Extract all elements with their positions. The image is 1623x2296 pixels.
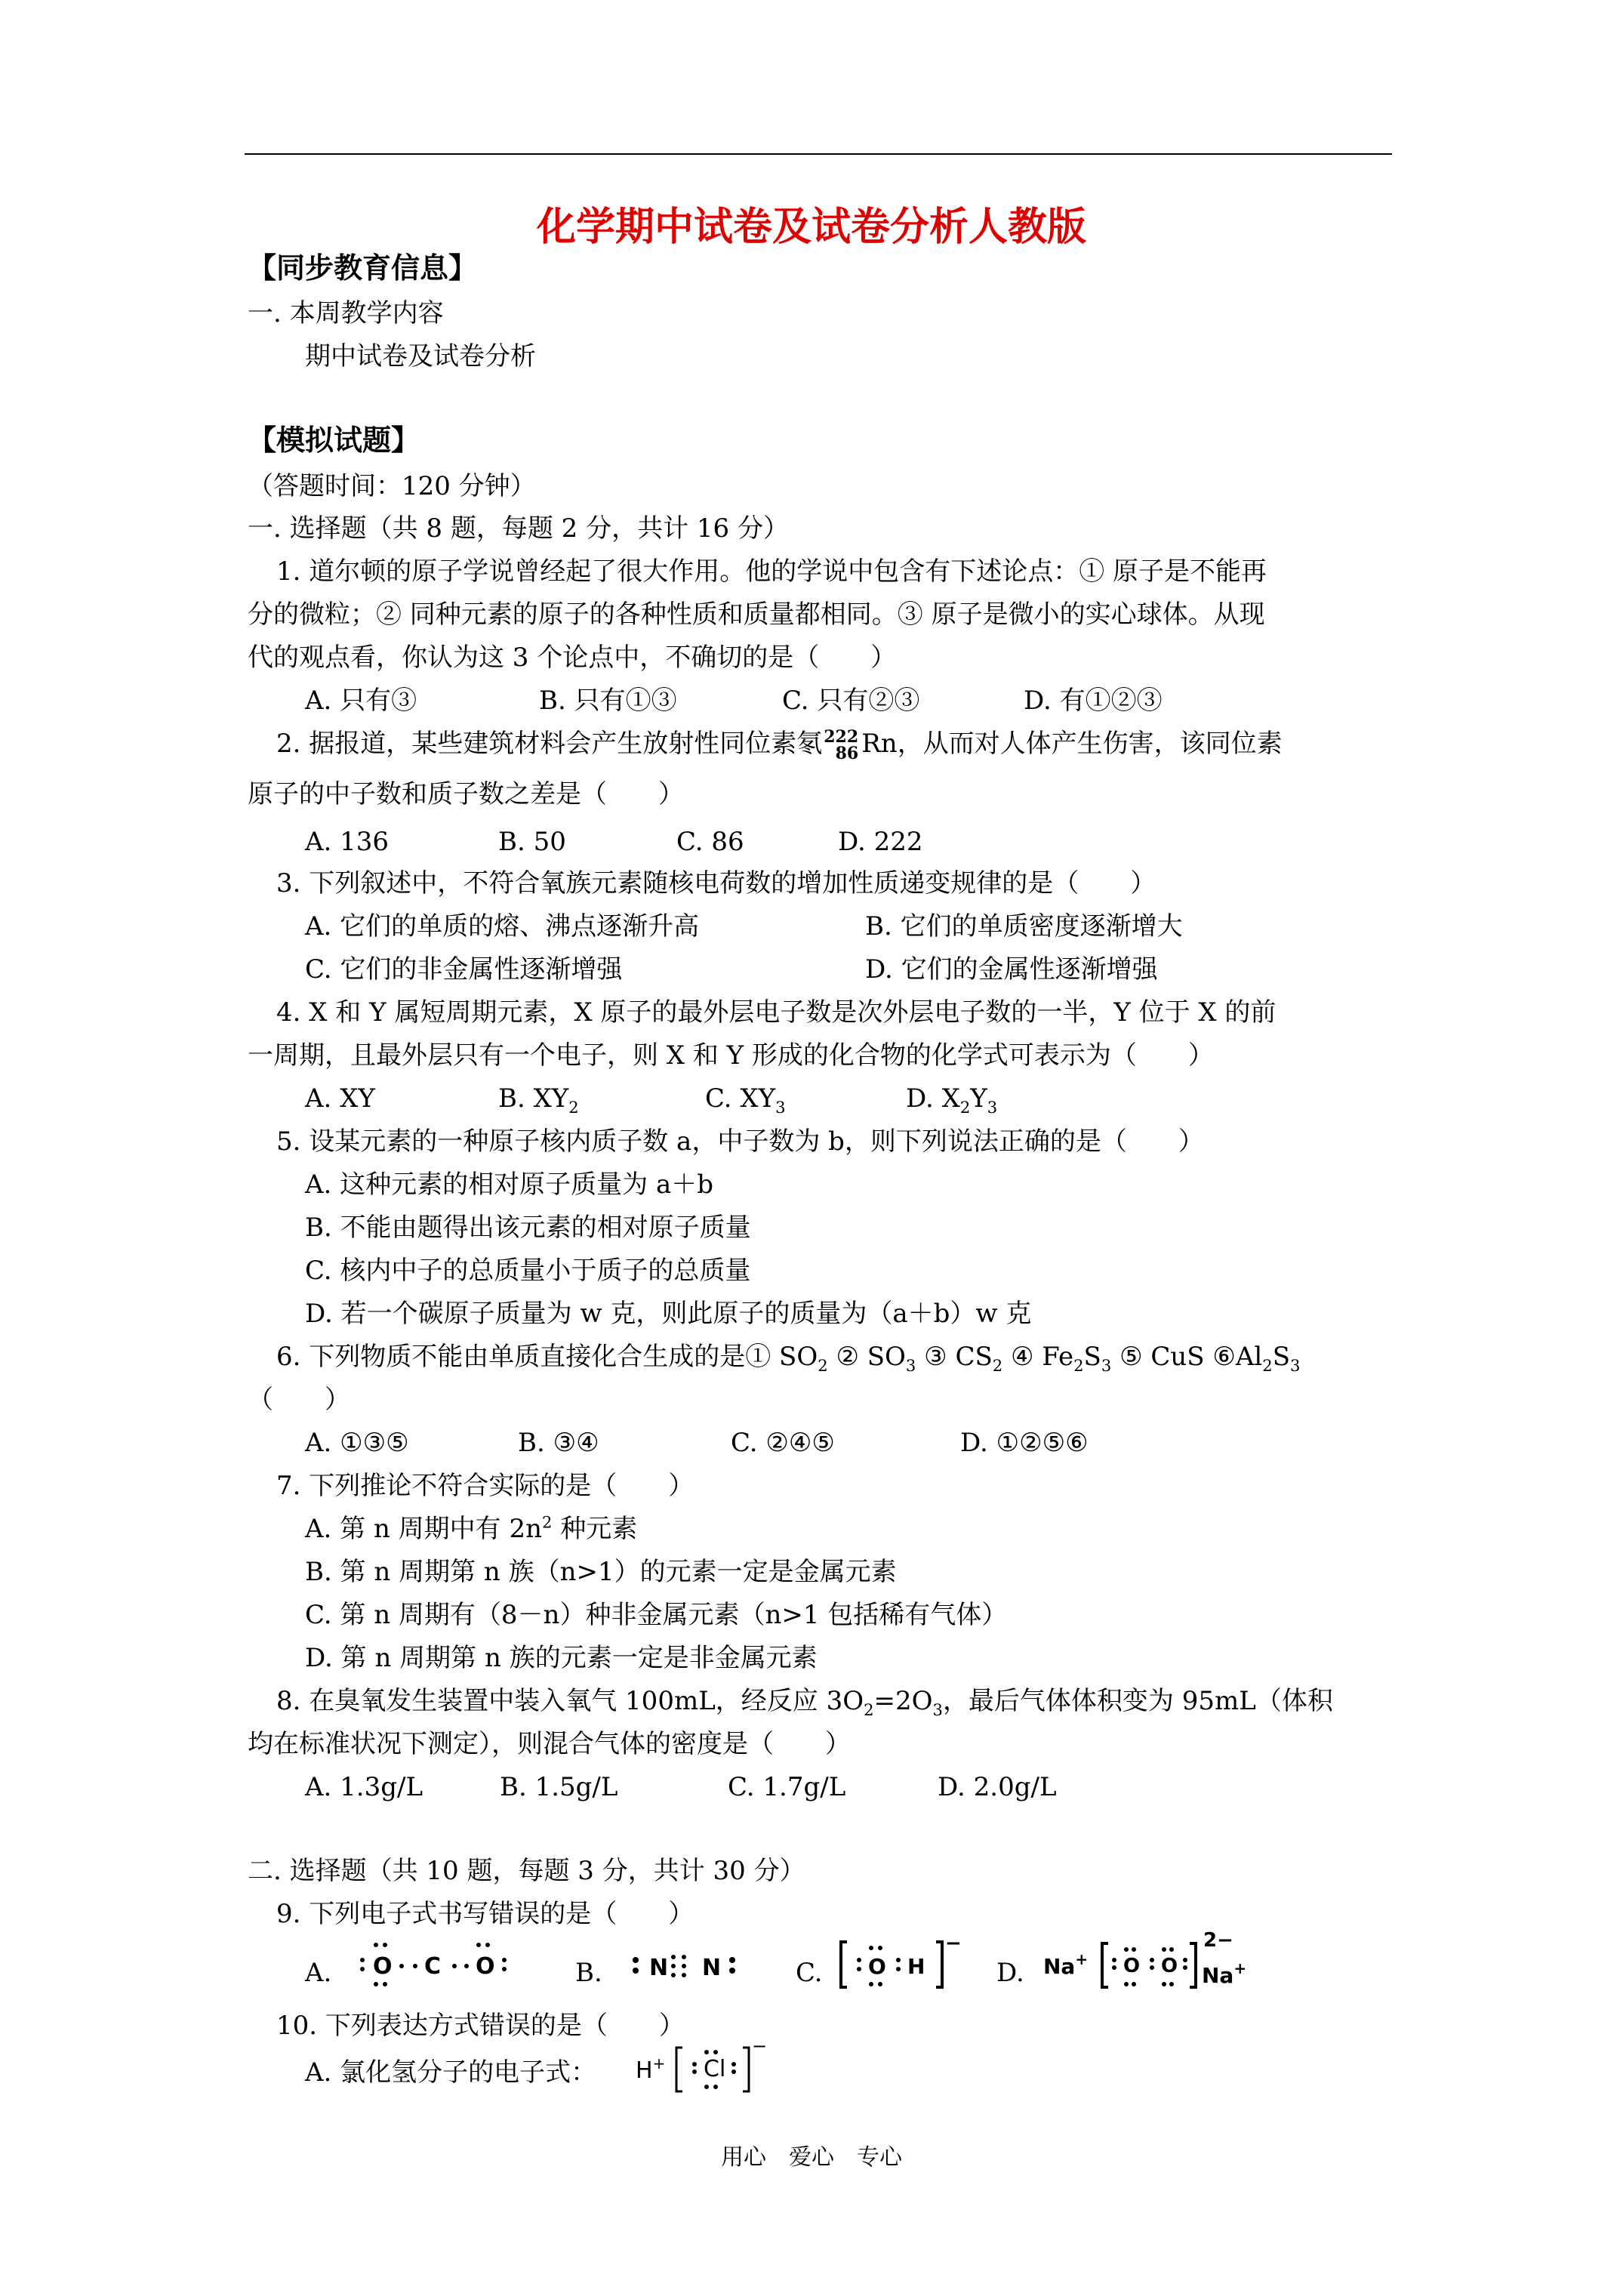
q9b-nitrogen-2: N	[702, 1955, 722, 1981]
q3-option-d: D. 它们的金属性逐渐增强	[865, 954, 1158, 985]
q7-option-a: A. 第 n 周期中有 $2n^2$ 种元素	[305, 1512, 638, 1544]
q6-option-d: D. ①②⑤⑥	[960, 1428, 1089, 1458]
q2-line1: 2. 据报道，某些建筑材料会产生放射性同位素氡 222 86 Rn，从而对人体产生伤害，该同位素	[276, 727, 1283, 763]
q6-option-c: C. ②④⑤	[731, 1428, 835, 1458]
sync-header: 【同步教育信息】	[248, 251, 478, 285]
q9-option-d-label: D.	[996, 1958, 1024, 1988]
q9-option-c-structure	[838, 1931, 974, 1995]
q10a-right-bracket	[743, 2048, 749, 2091]
q10-option-a-structure	[634, 2031, 785, 2099]
q9c-hydrogen: H	[907, 1954, 925, 1979]
q8-line1: 8. 在臭氧发生装置中装入氧气 100mL，经反应 $3O_2=2O_3$，最后气体体积变为 95mL（体积	[276, 1686, 1333, 1719]
q8-option-a: A. 1.3g/L	[305, 1772, 423, 1802]
q10-option-a: A. 氯化氢分子的电子式：	[305, 2057, 597, 2088]
q10a-chlorine: Cl	[704, 2056, 726, 2082]
q7-option-c: C. 第 n 周期有（8－n）种非金属元素（n>1 包括稀有气体）	[305, 1600, 1008, 1630]
q8-option-d: D. 2.0g/L	[938, 1772, 1057, 1802]
q9d-sodium-1: Na+	[1043, 1950, 1089, 1979]
q1-option-b: B. 只有①③	[539, 686, 677, 716]
q9d-charge: 2−	[1203, 1929, 1233, 1952]
answer-time: （答题时间：120 分钟）	[248, 471, 536, 501]
q9-option-b-label: B.	[575, 1958, 602, 1988]
section1-heading: 一. 本周教学内容	[248, 298, 444, 328]
q2-option-c: C. 86	[676, 827, 744, 857]
q3-option-c: C. 它们的非金属性逐渐增强	[305, 954, 623, 985]
q9-option-b-structure	[619, 1934, 755, 1995]
q8-option-c: C. 1.7g/L	[728, 1772, 846, 1802]
q9a-carbon: C	[424, 1953, 442, 1980]
q9c-charge: −	[945, 1932, 962, 1955]
q9a-oxygen-2: O	[476, 1953, 495, 1980]
q5-line1: 5. 设某元素的一种原子核内质子数 a，中子数为 b，则下列说法正确的是（ ）	[276, 1126, 1204, 1157]
q2-option-d: D. 222	[838, 827, 923, 857]
q9c-oxygen: O	[868, 1954, 886, 1979]
header-rule	[245, 153, 1392, 155]
q1-line3: 代的观点看，你认为这 3 个论点中，不确切的是（ ）	[248, 643, 897, 673]
q7-option-d: D. 第 n 周期第 n 族的元素一定是非金属元素	[305, 1643, 818, 1673]
q10a-hydrogen: H+	[636, 2054, 666, 2084]
q2-option-b: B. 50	[498, 827, 566, 857]
q5-option-a: A. 这种元素的相对原子质量为 a＋b	[305, 1170, 714, 1200]
q8-line2: 均在标准状况下测定），则混合气体的密度是（ ）	[248, 1729, 851, 1759]
section1-content: 期中试卷及试卷分析	[305, 341, 536, 371]
q10-line1: 10. 下列表达方式错误的是（ ）	[276, 2011, 685, 2041]
q9c-right-bracket	[936, 1942, 942, 1987]
q1-line1: 1. 道尔顿的原子学说曾经起了很大作用。他的学说中包含有下述论点：① 原子是不能再	[276, 556, 1267, 587]
q1-option-d: D. 有①②③	[1024, 686, 1163, 716]
q9d-left-bracket	[1102, 1943, 1108, 1987]
q9-option-a-structure	[355, 1934, 521, 1995]
q4-line2: 一周期，且最外层只有一个电子，则 X 和 Y 形成的化合物的化学式可表示为（ ）	[248, 1040, 1214, 1071]
q9b-nitrogen-1: N	[649, 1955, 669, 1981]
q2-line2: 原子的中子数和质子数之差是（ ）	[248, 779, 684, 809]
q9d-oxygen-2: O	[1161, 1955, 1178, 1977]
q3-option-b: B. 它们的单质密度逐渐增大	[865, 911, 1183, 942]
q10a-left-bracket	[676, 2048, 682, 2091]
q7-option-b: B. 第 n 周期第 n 族（n>1）的元素一定是金属元素	[305, 1557, 897, 1587]
part1-heading: 一. 选择题（共 8 题，每题 2 分，共计 16 分）	[248, 513, 789, 544]
q5-option-b: B. 不能由题得出该元素的相对原子质量	[305, 1213, 751, 1243]
q3-line1: 3. 下列叙述中，不符合氧族元素随核电荷数的增加性质递变规律的是（ ）	[276, 868, 1156, 898]
q7-line1: 7. 下列推论不符合实际的是（ ）	[276, 1471, 694, 1501]
q6-option-b: B. ③④	[518, 1428, 599, 1458]
q9d-sodium-2: Na+	[1202, 1959, 1247, 1988]
q1-line2: 分的微粒；② 同种元素的原子的各种性质和质量都相同。③ 原子是微小的实心球体。从现	[248, 599, 1265, 630]
q6-line1: 6. 下列物质不能由单质直接化合生成的是① $SO_2$ ② $SO_3$ ③ $CS_2$ ④ $Fe_2S_3$ ⑤ CuS $⑥Al_2S_3$	[276, 1342, 1301, 1375]
page-footer: 用心 爱心 专心	[721, 2144, 902, 2171]
q4-option-c: C. $XY_3$	[705, 1083, 786, 1117]
q9d-oxygen-1: O	[1123, 1955, 1141, 1977]
q9d-right-bracket	[1190, 1943, 1196, 1987]
q6-line2: （ ）	[248, 1385, 350, 1415]
q2-option-a: A. 136	[305, 827, 390, 857]
page-title: 化学期中试卷及试卷分析人教版	[536, 204, 1086, 250]
q6-option-a: A. ①③⑤	[305, 1428, 409, 1458]
q1-option-c: C. 只有②③	[782, 686, 920, 716]
q1-option-a: A. 只有③	[305, 686, 417, 716]
q5-option-c: C. 核内中子的总质量小于质子的总质量	[305, 1256, 751, 1286]
q5-option-d: D. 若一个碳原子质量为 w 克，则此原子的质量为（a＋b）w 克	[305, 1299, 1032, 1329]
q8-option-b: B. 1.5g/L	[500, 1772, 618, 1802]
q9-option-d-structure	[1042, 1927, 1268, 1996]
q9-option-a-label: A.	[305, 1958, 332, 1988]
q9c-left-bracket	[841, 1942, 847, 1987]
q4-option-b: B. $XY_2$	[498, 1083, 579, 1117]
q9-option-c-label: C.	[796, 1958, 823, 1988]
q4-option-a: A. XY	[305, 1083, 375, 1114]
q9-line1: 9. 下列电子式书写错误的是（ ）	[276, 1899, 694, 1929]
mock-header: 【模拟试题】	[248, 423, 420, 457]
q10a-charge: −	[752, 2036, 768, 2057]
part2-heading: 二. 选择题（共 10 题，每题 3 分，共计 30 分）	[248, 1856, 805, 1886]
nuclide-notation: 222 86	[824, 727, 859, 763]
q3-option-a: A. 它们的单质的熔、沸点逐渐升高	[305, 911, 700, 942]
q9a-oxygen-1: O	[373, 1953, 393, 1980]
q4-option-d: D. $X_2Y_3$	[906, 1083, 998, 1117]
q4-line1: 4. X 和 Y 属短周期元素，X 原子的最外层电子数是次外层电子数的一半，Y 位于 X 的前	[276, 997, 1277, 1028]
